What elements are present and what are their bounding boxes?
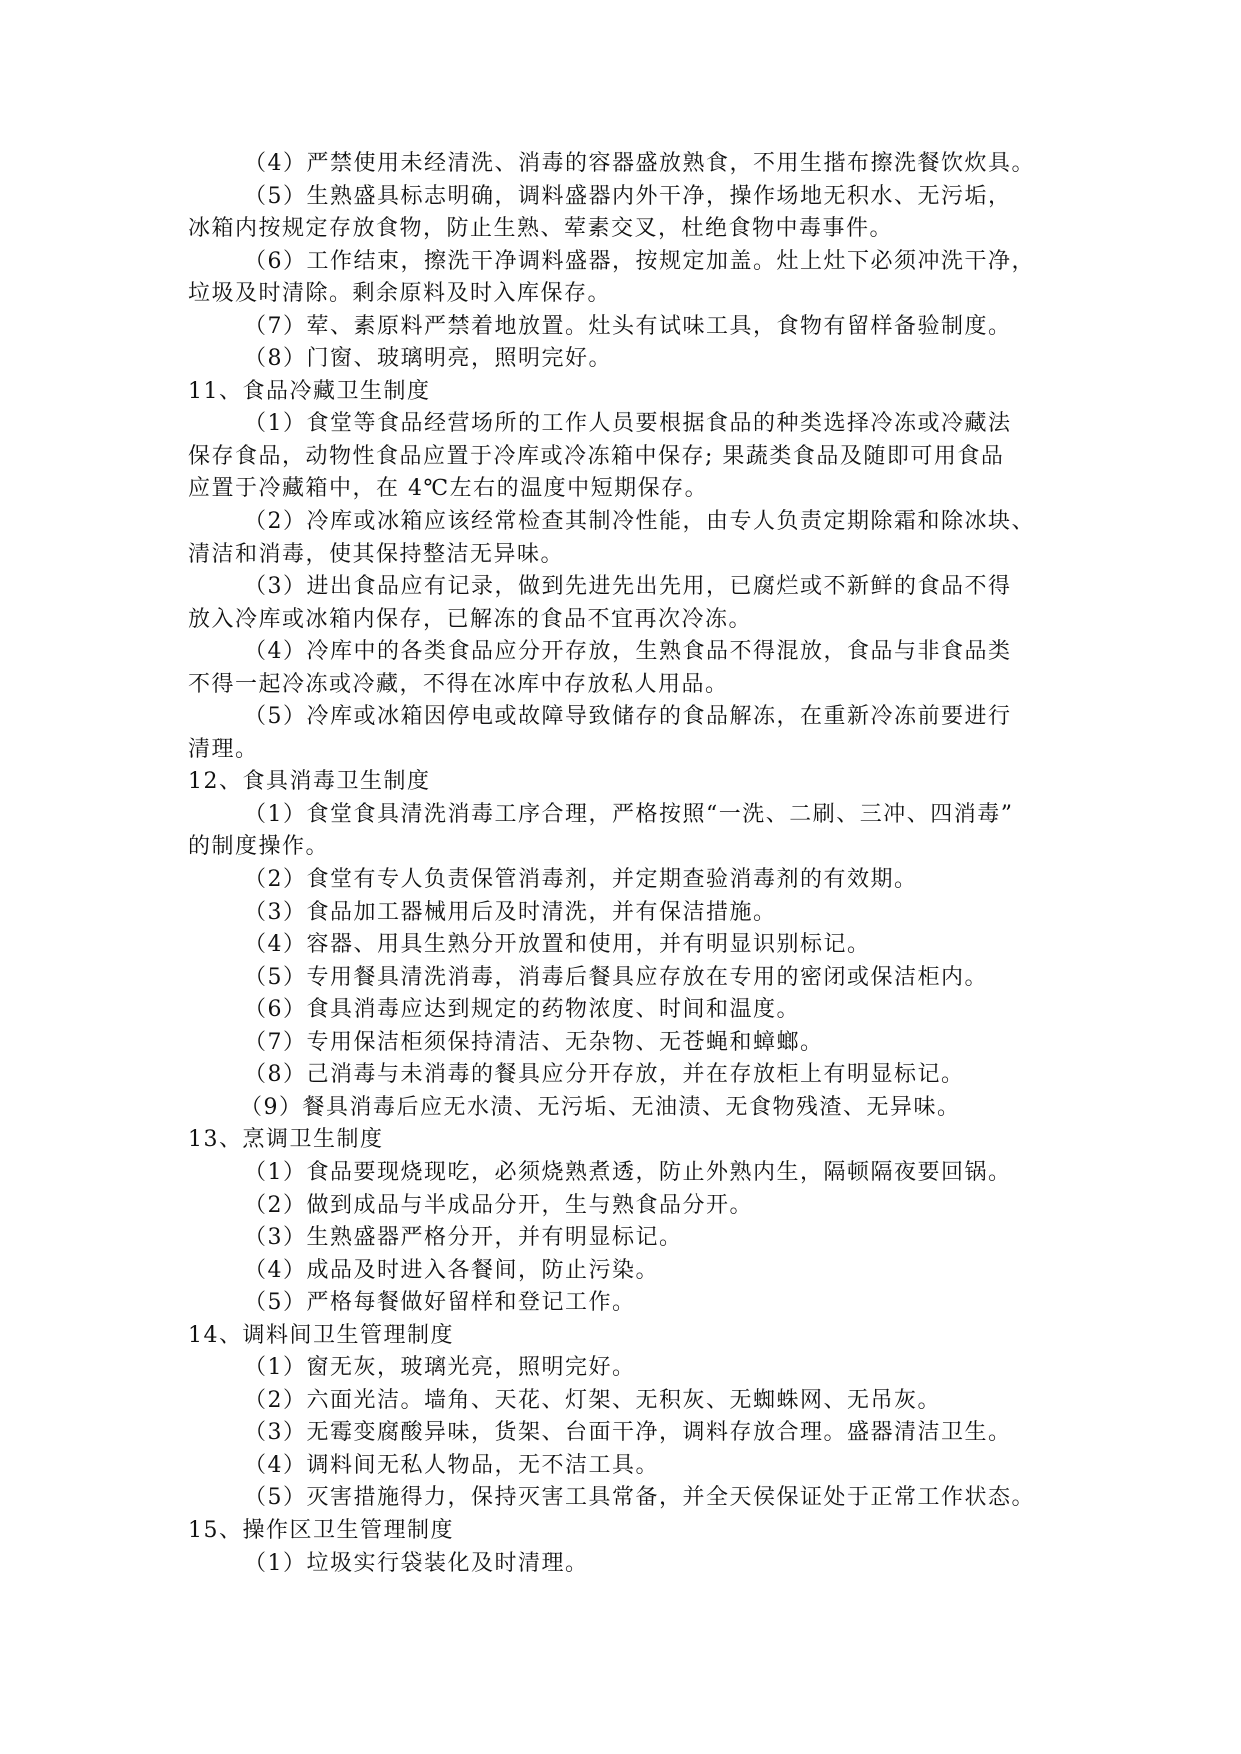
paragraph-line: （3）进出食品应有记录，做到先进先出先用，已腐烂或不新鲜的食品不得 bbox=[244, 574, 1012, 600]
paragraph-line: （4）冷库中的各类食品应分开存放，生熟食品不得混放，食品与非食品类 bbox=[244, 639, 1012, 665]
section-heading: 13、烹调卫生制度 bbox=[188, 1127, 384, 1153]
paragraph-line: 清理。 bbox=[188, 736, 259, 762]
paragraph-line: （4）成品及时进入各餐间，防止污染。 bbox=[244, 1257, 659, 1283]
paragraph-line: （4）严禁使用未经清洗、消毒的容器盛放熟食，不用生揩布擦洗餐饮炊具。 bbox=[244, 151, 1035, 176]
paragraph-line: （1）食品要现烧现吃，必须烧熟煮透，防止外熟内生，隔顿隔夜要回锅。 bbox=[244, 1159, 1012, 1185]
paragraph-line: 清洁和消毒，使其保持整洁无异味。 bbox=[188, 541, 565, 567]
paragraph-line: 垃圾及时清除。剩余原料及时入库保存。 bbox=[188, 281, 612, 307]
paragraph-line: 不得一起冷冻或冷藏，不得在冰库中存放私人用品。 bbox=[188, 671, 729, 697]
paragraph-line: （3）无霉变腐酸异味，货架、台面干净，调料存放合理。盛器清洁卫生。 bbox=[244, 1420, 1012, 1446]
paragraph-line: （8）门窗、玻璃明亮，照明完好。 bbox=[244, 346, 612, 372]
paragraph-line: 保存食品，动物性食品应置于冷库或冷冻箱中保存; 果蔬类食品及随即可用食品 bbox=[188, 443, 1005, 469]
paragraph-line: （4）容器、用具生熟分开放置和使用，并有明显识别标记。 bbox=[244, 932, 871, 958]
paragraph-line: （2）食堂有专人负责保管消毒剂，并定期查验消毒剂的有效期。 bbox=[244, 867, 918, 893]
section-heading: 12、食具消毒卫生制度 bbox=[188, 769, 431, 795]
paragraph-line: （1）食堂等食品经营场所的工作人员要根据食品的种类选择冷冻或冷藏法 bbox=[244, 411, 1012, 437]
paragraph-line: （9）餐具消毒后应无水渍、无污垢、无油渍、无食物残渣、无异味。 bbox=[240, 1094, 961, 1120]
paragraph-line: 的制度操作。 bbox=[188, 834, 330, 860]
section-heading: 11、食品冷藏卫生制度 bbox=[188, 378, 431, 404]
paragraph-line: （2）六面光洁。墙角、天花、灯架、无积灰、无蜘蛛网、无吊灰。 bbox=[244, 1387, 941, 1413]
paragraph-line: （7）专用保洁柜须保持清洁、无杂物、无苍蝇和蟑螂。 bbox=[244, 1029, 824, 1055]
paragraph-line: （1）窗无灰，玻璃光亮，照明完好。 bbox=[244, 1355, 636, 1381]
paragraph-line: （3）生熟盛器严格分开，并有明显标记。 bbox=[244, 1225, 683, 1251]
paragraph-line: （2）冷库或冰箱应该经常检查其制冷性能，由专人负责定期除霜和除冰块、 bbox=[244, 509, 1035, 535]
paragraph-line: （6）工作结束，擦洗干净调料盛器，按规定加盖。灶上灶下必须冲洗干净， bbox=[244, 248, 1035, 274]
paragraph-line: （4）调料间无私人物品，无不洁工具。 bbox=[244, 1452, 659, 1478]
paragraph-line: （5）生熟盛具标志明确，调料盛器内外干净，操作场地无积水、无污垢， bbox=[244, 183, 1012, 209]
paragraph-line: 应置于冷藏箱中，在 4℃左右的温度中短期保存。 bbox=[188, 476, 709, 502]
paragraph-line: （7）荤、素原料严禁着地放置。灶头有试味工具，食物有留样备验制度。 bbox=[244, 313, 1012, 339]
paragraph-line: 冰箱内按规定存放食物，防止生熟、荤素交叉，杜绝食物中毒事件。 bbox=[188, 216, 894, 242]
paragraph-line: （5）专用餐具清洗消毒，消毒后餐具应存放在专用的密闭或保洁柜内。 bbox=[244, 964, 988, 990]
section-heading: 15、操作区卫生管理制度 bbox=[188, 1517, 454, 1543]
paragraph-line: （2）做到成品与半成品分开，生与熟食品分开。 bbox=[244, 1192, 753, 1218]
paragraph-line: （5）冷库或冰箱因停电或故障导致储存的食品解冻，在重新冷冻前要进行 bbox=[244, 704, 1012, 730]
paragraph-line: （3）食品加工器械用后及时清洗，并有保洁措施。 bbox=[244, 899, 777, 925]
paragraph-line: （5）灭害措施得力，保持灭害工具常备，并全天侯保证处于正常工作状态。 bbox=[244, 1485, 1035, 1511]
paragraph-line: （1）垃圾实行袋装化及时清理。 bbox=[244, 1550, 589, 1576]
paragraph-line: （5）严格每餐做好留样和登记工作。 bbox=[244, 1290, 636, 1316]
paragraph-line: 放入冷库或冰箱内保存，已解冻的食品不宜再次冷冻。 bbox=[188, 606, 753, 632]
paragraph-line: （6）食具消毒应达到规定的药物浓度、时间和温度。 bbox=[244, 997, 800, 1023]
paragraph-line: （1）食堂食具清洗消毒工序合理，严格按照“一洗、二刷、三冲、四消毒” bbox=[244, 801, 1014, 827]
section-heading: 14、调料间卫生管理制度 bbox=[188, 1322, 454, 1348]
paragraph-line: （8）己消毒与未消毒的餐具应分开存放，并在存放柜上有明显标记。 bbox=[244, 1062, 965, 1088]
document-body bbox=[188, 148, 1068, 1580]
